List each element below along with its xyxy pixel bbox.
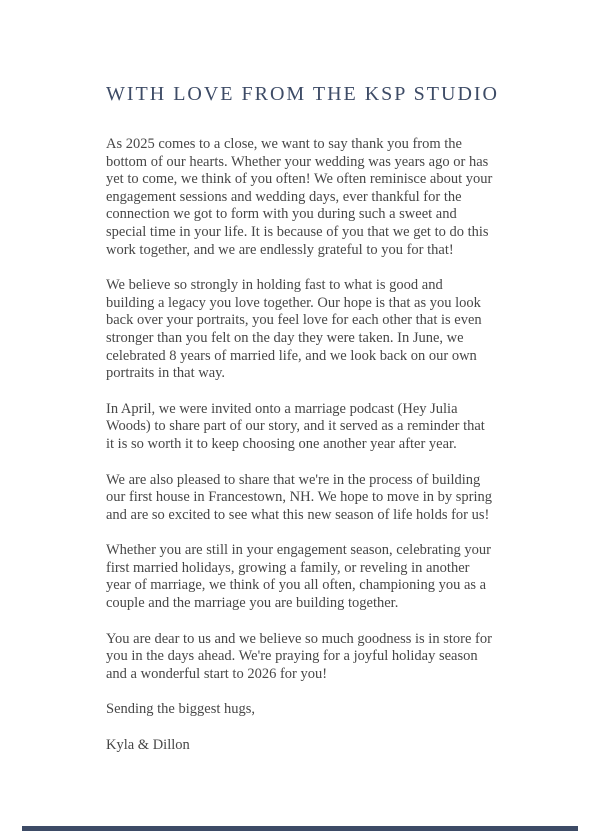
letter-paragraph: As 2025 comes to a close, we want to say thank you from the bottom of our hearts. Whether your wedding was years ago or has yet to come, we think of you often! We often reminisce about your engagement sessions and wedding days, ever thankful for the connection we got to form with you during such a sweet and special time in your life. It is because of you that we get to do this work together, and we are endlessly grateful to you for that!	[106, 136, 493, 258]
footer-accent-bar	[22, 826, 578, 831]
letter-signoff: Sending the biggest hugs,	[106, 701, 256, 718]
letter-body	[106, 0, 499, 755]
letter-paragraph: In April, we were invited onto a marriage podcast (Hey Julia Woods) to share part of our story, and it served as a reminder that it is so worth it to keep choosing one another year after year.	[106, 400, 485, 452]
letter-signature: Kyla & Dillon	[106, 737, 190, 754]
letter-paragraph: We are also pleased to share that we're in the process of building our first house in Francestown, NH. We hope to move in by spring and are so excited to see what this new season of life holds for us!	[106, 471, 492, 523]
letter-paragraph: You are dear to us and we believe so much goodness is in store for you in the days ahead. We're praying for a joyful holiday season and a wonderful start to 2026 for you!	[106, 630, 492, 682]
letter-paragraph: Whether you are still in your engagement season, celebrating your first married holidays, growing a family, or reveling in another year of marriage, we think of you all often, championing you as a couple and the marriage you are building together.	[106, 542, 491, 612]
letter-title: WITH LOVE FROM THE KSP STUDIO	[106, 83, 499, 105]
letter-paragraph: We believe so strongly in holding fast to what is good and building a legacy you love together. Our hope is that as you look back over your portraits, you feel love for each other that is even stronger than you felt on the day they were taken. In June, we celebrated 8 years of married life, and we look back on our own portraits in that way.	[106, 277, 482, 382]
